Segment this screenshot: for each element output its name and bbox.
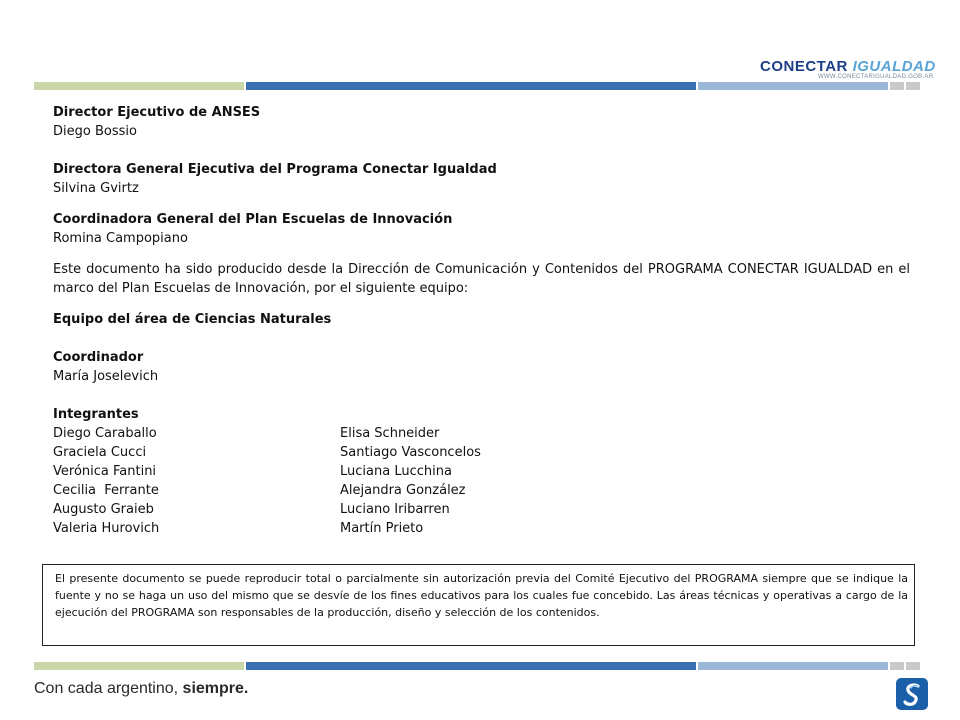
logo-word-conectar: CONECTAR	[760, 58, 848, 75]
member-name: Graciela Cucci	[53, 445, 147, 460]
bar-segment-light-blue	[698, 82, 888, 90]
member-name: Verónica Fantini	[53, 464, 157, 479]
intro-paragraph: Este documento ha sido producido desde la Dirección de Comunicación y Contenidos del PROGRAMA CONECTAR IGUALDAD en el marco del Plan Escuelas de Innovación, por el siguiente equipo:	[53, 262, 910, 296]
slogan-text: Con cada argentino,	[34, 680, 183, 697]
member-name: Elisa Schneider	[340, 426, 440, 441]
credits-content	[53, 103, 910, 538]
members-row	[53, 481, 910, 500]
bar-segment-light-blue	[698, 662, 888, 670]
header-color-bar	[34, 82, 927, 90]
member-name: Martín Prieto	[340, 521, 424, 536]
member-name: Luciana Lucchina	[340, 464, 452, 479]
bar-segment-gray	[890, 662, 904, 670]
slogan-emphasis: siempre.	[182, 680, 249, 697]
bar-segment-gray	[906, 82, 920, 90]
bar-segment-blue	[246, 662, 696, 670]
members-list	[53, 424, 910, 538]
bar-segment-blue	[246, 82, 696, 90]
member-name: Diego Caraballo	[53, 426, 157, 441]
bar-segment-gray	[890, 82, 904, 90]
authority-role: Director Ejecutivo de ANSES	[53, 105, 261, 120]
footer-slogan	[34, 680, 248, 698]
member-name: Alejandra González	[340, 483, 466, 498]
member-name: Augusto Graieb	[53, 502, 154, 517]
member-name: Cecilia Ferrante	[53, 483, 159, 498]
logo-url: WWW.CONECTARIGUALDAD.GOB.AR	[818, 74, 934, 80]
bar-segment-green	[34, 82, 244, 90]
member-name: Valeria Hurovich	[53, 521, 160, 536]
member-name: Luciano Iribarren	[340, 502, 450, 517]
footer-color-bar	[34, 662, 927, 670]
authority-role: Directora General Ejecutiva del Programa Conectar Igualdad	[53, 162, 497, 177]
coordinator-name: María Joselevich	[53, 369, 159, 384]
members-row	[53, 500, 910, 519]
authority-name: Romina Campopiano	[53, 231, 188, 246]
logo-wordmark	[760, 58, 936, 75]
logo-word-igualdad: IGUALDAD	[852, 58, 936, 75]
authority-role: Coordinadora General del Plan Escuelas de Innovación	[53, 212, 453, 227]
team-title: Equipo del área de Ciencias Naturales	[53, 312, 332, 327]
bar-segment-gray	[906, 662, 920, 670]
authority-name: Diego Bossio	[53, 124, 137, 139]
member-name: Santiago Vasconcelos	[340, 445, 481, 460]
members-row	[53, 462, 910, 481]
members-row	[53, 424, 910, 443]
legal-notice-box: El presente documento se puede reproducir total o parcialmente sin autorización previa del Comité Ejecutivo del PROGRAMA siempre que se indique la fuente y no se haga un uso del mismo que se desvíe de los fines educativos para los cuales fue concebido. Las áreas técnicas y operativas a cargo de la ejecución del PROGRAMA son responsables de la producción, diseño y selección de los contenidos.	[42, 564, 915, 646]
members-row	[53, 443, 910, 462]
coordinator-label: Coordinador	[53, 350, 144, 365]
authority-name: Silvina Gvirtz	[53, 181, 139, 196]
members-label: Integrantes	[53, 407, 139, 422]
bar-segment-green	[34, 662, 244, 670]
members-row	[53, 519, 910, 538]
anses-logo-icon	[895, 677, 929, 711]
